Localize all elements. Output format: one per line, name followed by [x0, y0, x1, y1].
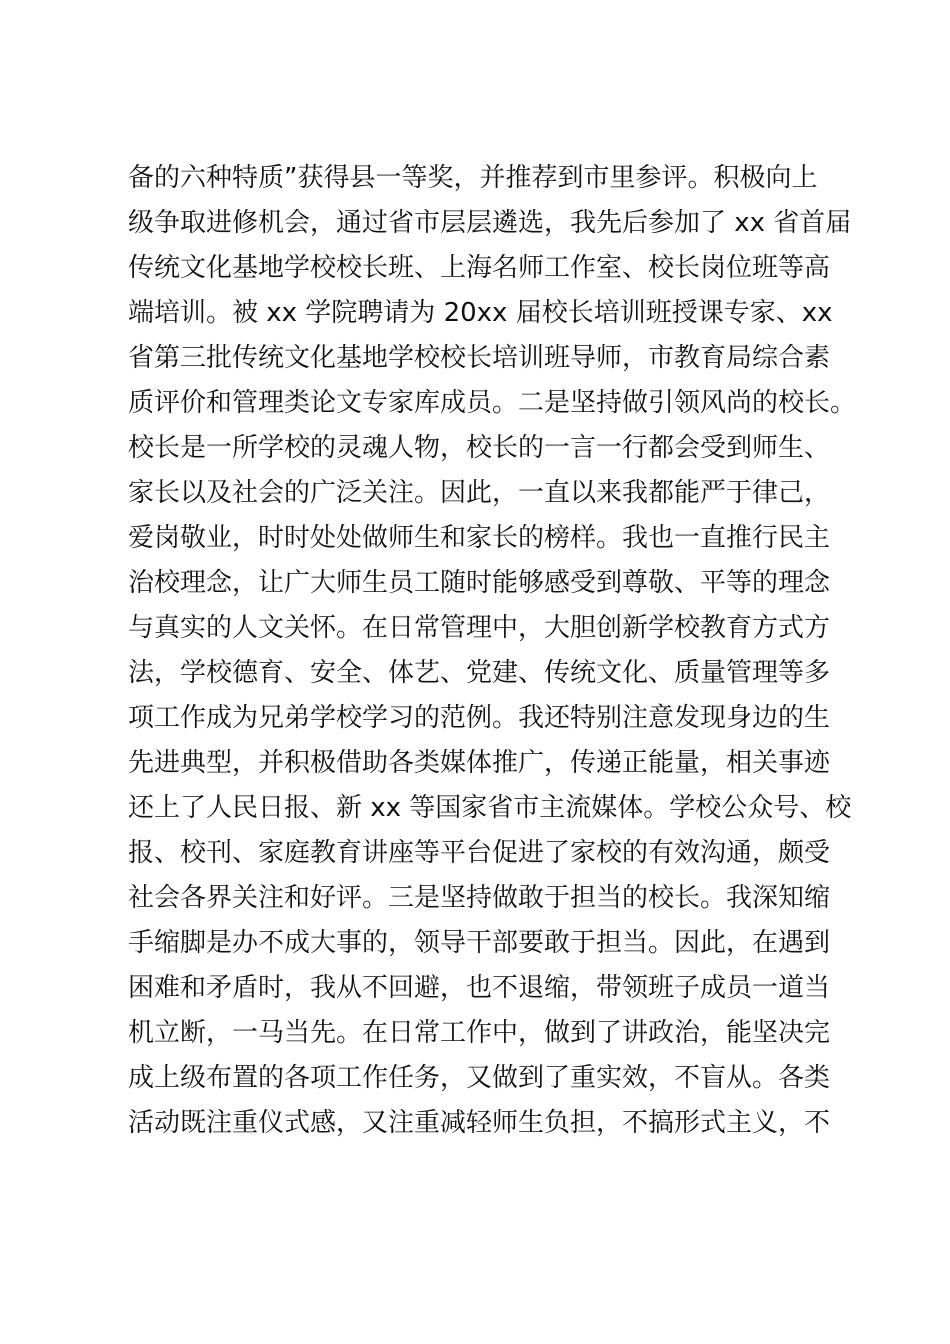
text-line: 成上级布置的各项工作任务，又做到了重实效，不盲从。各类	[128, 1063, 831, 1093]
text-line: 法，学校德育、安全、体艺、党建、传统文化、质量管理等多	[128, 658, 831, 688]
text-line: 项工作成为兄弟学校学习的范例。我还特别注意发现身边的生	[128, 703, 831, 733]
text-line: 端培训。被 xx 学院聘请为 20xx 届校长培训班授课专家、xx	[128, 298, 833, 328]
text-line: 级争取进修机会，通过省市层层遴选，我先后参加了 xx 省首届	[128, 208, 852, 238]
text-line: 报、校刊、家庭教育讲座等平台促进了家校的有效沟通，颇受	[128, 838, 831, 868]
text-line: 机立断，一马当先。在日常工作中，做到了讲政治，能坚决完	[128, 1018, 831, 1048]
text-line: 爱岗敬业，时时处处做师生和家长的榜样。我也一直推行民主	[128, 523, 831, 553]
text-line: 还上了人民日报、新 xx 等国家省市主流媒体。学校公众号、校	[128, 793, 852, 823]
text-line: 校长是一所学校的灵魂人物，校长的一言一行都会受到师生、	[128, 433, 831, 463]
text-line: 活动既注重仪式感，又注重减轻师生负担，不搞形式主义，不	[128, 1108, 831, 1138]
text-line: 手缩脚是办不成大事的，领导干部要敢于担当。因此，在遇到	[128, 928, 831, 958]
text-line: 与真实的人文关怀。在日常管理中，大胆创新学校教育方式方	[128, 613, 831, 643]
text-line: 质评价和管理类论文专家库成员。二是坚持做引领风尚的校长。	[128, 388, 857, 418]
text-line: 治校理念，让广大师生员工随时能够感受到尊敬、平等的理念	[128, 568, 831, 598]
body-text	[128, 156, 868, 1146]
text-line: 传统文化基地学校校长班、上海名师工作室、校长岗位班等高	[128, 253, 831, 283]
text-line: 困难和矛盾时，我从不回避，也不退缩，带领班子成员一道当	[128, 973, 831, 1003]
text-line: 先进典型，并积极借助各类媒体推广，传递正能量，相关事迹	[128, 748, 831, 778]
text-line: 社会各界关注和好评。三是坚持做敢于担当的校长。我深知缩	[128, 883, 831, 913]
text-line: 省第三批传统文化基地学校校长培训班导师，市教育局综合素	[128, 343, 831, 373]
text-line: 家长以及社会的广泛关注。因此，一直以来我都能严于律己，	[128, 478, 831, 508]
text-line: 备的六种特质”获得县一等奖，并推荐到市里参评。积极向上	[128, 163, 818, 193]
